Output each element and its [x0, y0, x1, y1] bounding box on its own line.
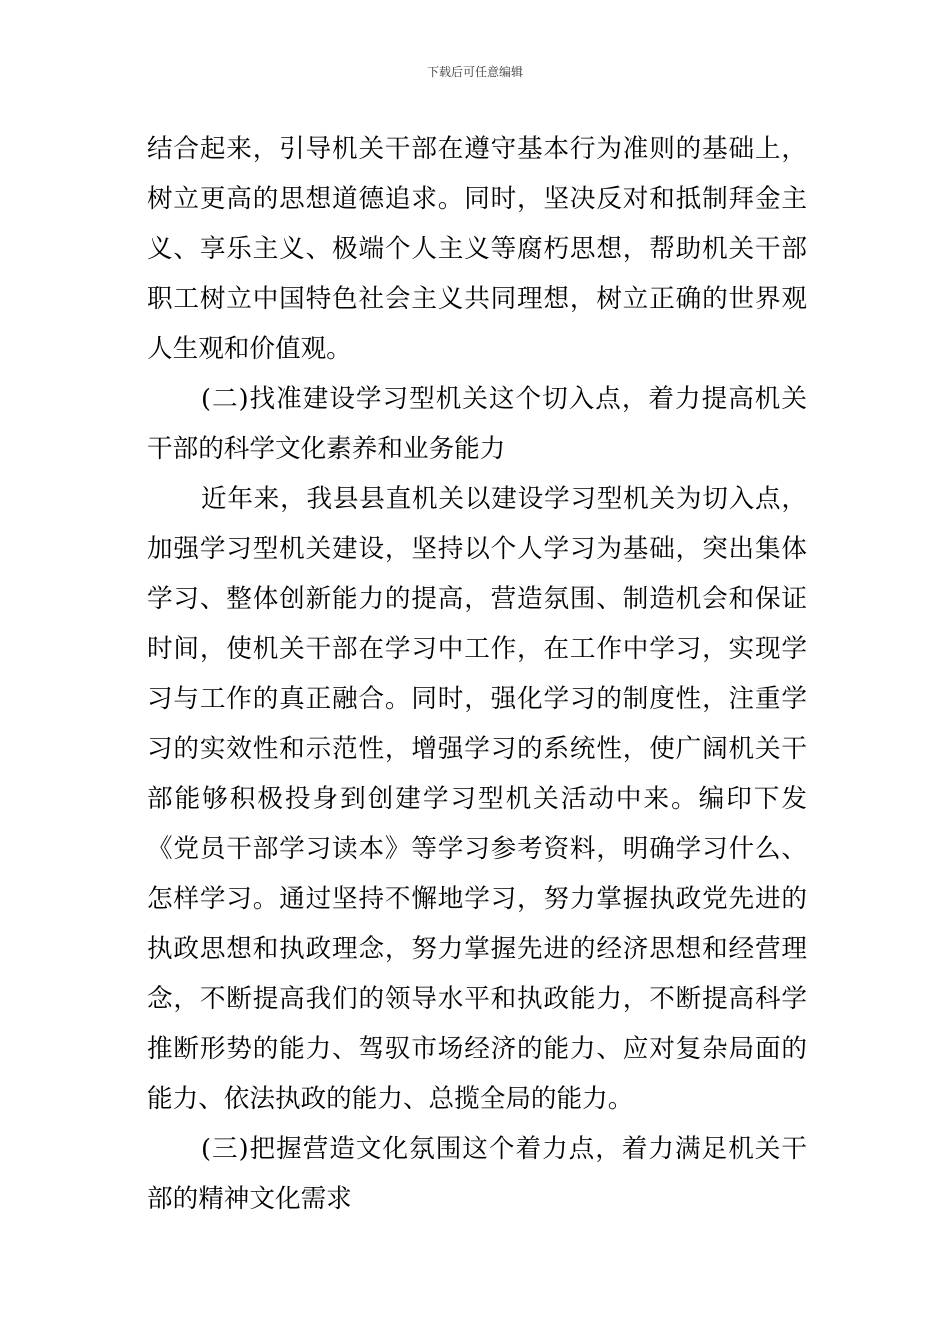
section-heading-line: (二)找准建设学习型机关这个切入点，着力提高机关 — [201, 384, 807, 414]
section-heading-line: 部的精神文化需求 — [147, 1184, 352, 1214]
text-line: 能力、依法执政的能力、总揽全局的能力。 — [147, 1084, 634, 1114]
text-line: 部能够积极投身到创建学习型机关活动中来。编印下发 — [147, 784, 807, 814]
text-line: 怎样学习。通过坚持不懈地学习，努力掌握执政党先进的 — [147, 884, 807, 914]
document-body — [147, 124, 807, 1224]
text-line: 《党员干部学习读本》等学习参考资料，明确学习什么、 — [147, 834, 807, 864]
text-line: 树立更高的思想道德追求。同时，坚决反对和抵制拜金主 — [147, 184, 807, 214]
text-line: 人生观和价值观。 — [147, 334, 352, 364]
text-line: 习的实效性和示范性，增强学习的系统性，使广阔机关干 — [147, 734, 807, 764]
text-line: 念，不断提高我们的领导水平和执政能力，不断提高科学 — [147, 984, 807, 1014]
text-line: 执政思想和执政理念，努力掌握先进的经济思想和经营理 — [147, 934, 807, 964]
text-line: 近年来，我县县直机关以建设学习型机关为切入点， — [201, 484, 807, 514]
text-line: 职工树立中国特色社会主义共同理想，树立正确的世界观 — [147, 284, 807, 314]
text-line: 加强学习型机关建设，坚持以个人学习为基础，突出集体 — [147, 534, 807, 564]
text-line: 时间，使机关干部在学习中工作，在工作中学习，实现学 — [147, 634, 807, 664]
section-heading-line: 干部的科学文化素养和业务能力 — [147, 434, 506, 464]
section-heading-line: (三)把握营造文化氛围这个着力点，着力满足机关干 — [201, 1134, 807, 1164]
page-header: 下载后可任意编辑 — [426, 65, 523, 79]
text-line: 推断形势的能力、驾驭市场经济的能力、应对复杂局面的 — [147, 1034, 807, 1064]
text-line: 义、享乐主义、极端个人主义等腐朽思想，帮助机关干部 — [147, 234, 807, 264]
text-line: 学习、整体创新能力的提高，营造氛围、制造机会和保证 — [147, 584, 807, 614]
text-line: 结合起来，引导机关干部在遵守基本行为准则的基础上， — [147, 134, 807, 164]
text-line: 习与工作的真正融合。同时，强化学习的制度性，注重学 — [147, 684, 807, 714]
